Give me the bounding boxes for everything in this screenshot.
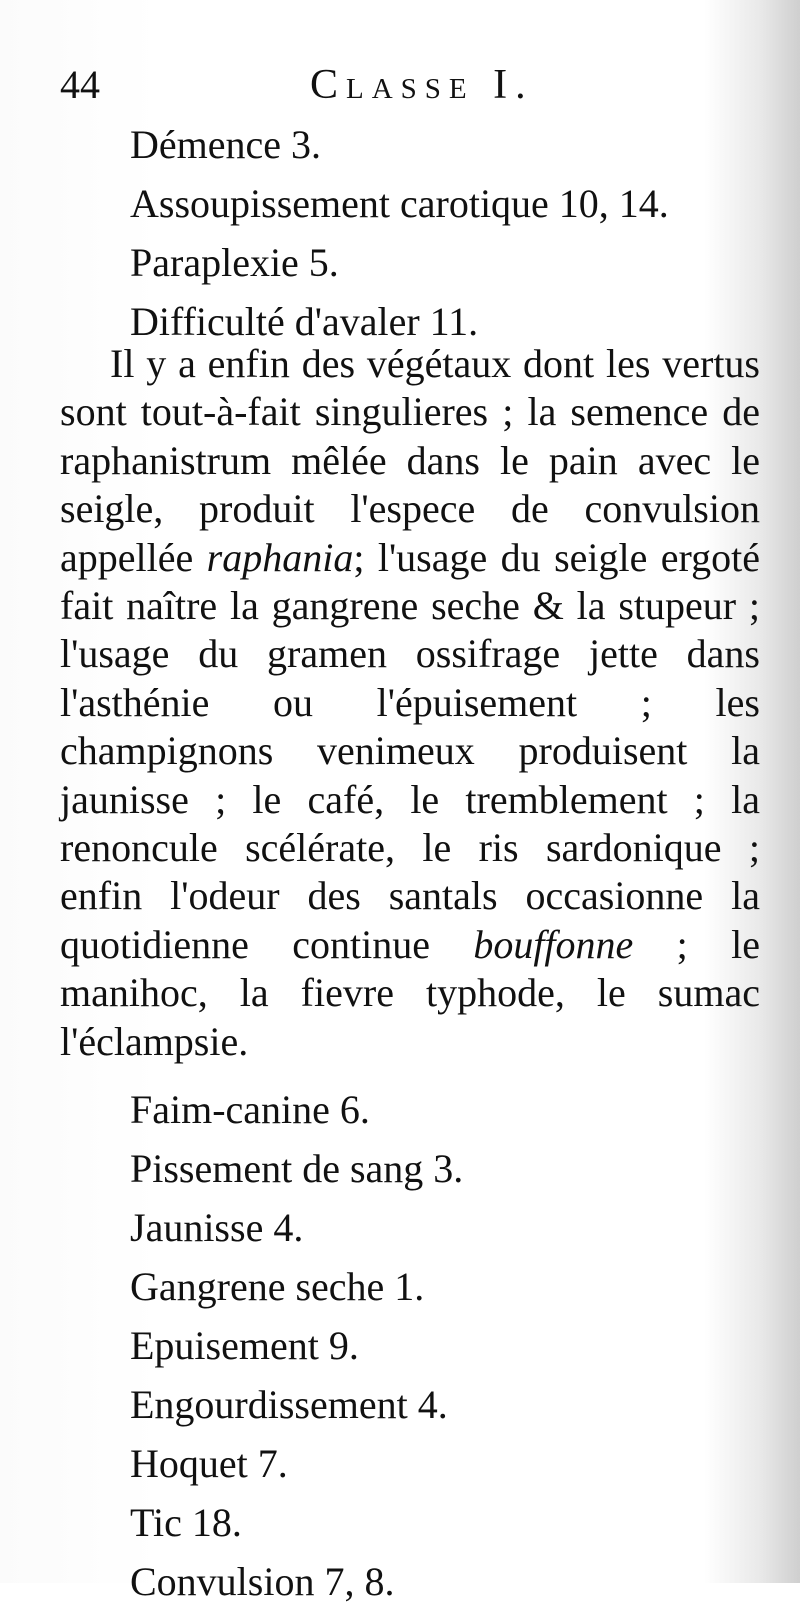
list-item: Jaunisse 4. — [130, 1205, 304, 1250]
paragraph-text: ; l'usage du seigle ergoté fait naître la gangrene seche & la stupeur ; l'usage du gramen ossifrage jette dans l'asthénie ou l'épuisement ; les champignons venimeux produisent la jaunisse ; le café, le tremblement ; la renoncule scélérate, le ris sardonique ; enfin l'odeur des santals occasionne la quotidienne continue — [60, 534, 760, 967]
symptom-list-bottom — [130, 1080, 760, 1611]
italic-term-raphania: raphania — [206, 534, 354, 580]
body-paragraph — [60, 340, 760, 1066]
paragraph-text: ; le manihoc, la fievre typhode, le sumac l'éclampsie. — [60, 921, 760, 1064]
list-item: Hoquet 7. — [130, 1441, 288, 1486]
paragraph-text: Il y a enfin des végétaux dont les vertus sont tout-à-fait singulieres ; la semence de raphanistrum mêlée dans le pain avec le seigle, produit l'espece de convulsion appellée — [60, 341, 760, 580]
list-item: Epuisement 9. — [130, 1323, 359, 1368]
running-head: Classe I. — [310, 62, 534, 108]
list-item: Tic 18. — [130, 1500, 242, 1545]
symptom-list-top — [130, 115, 760, 351]
list-item: Assoupissement carotique 10, 14. — [130, 181, 669, 226]
list-item: Paraplexie 5. — [130, 240, 339, 285]
list-item: Convulsion 7, 8. — [130, 1559, 395, 1604]
page-number: 44 — [60, 62, 100, 107]
italic-term-bouffonne: bouffonne — [473, 921, 634, 967]
list-item: Engourdissement 4. — [130, 1382, 448, 1427]
list-item: Pissement de sang 3. — [130, 1146, 464, 1191]
list-item: Difficulté d'avaler 11. — [130, 299, 479, 344]
list-item: Démence 3. — [130, 122, 322, 167]
list-item: Faim-canine 6. — [130, 1087, 370, 1132]
page-header — [60, 55, 760, 115]
list-item: Gangrene seche 1. — [130, 1264, 425, 1309]
